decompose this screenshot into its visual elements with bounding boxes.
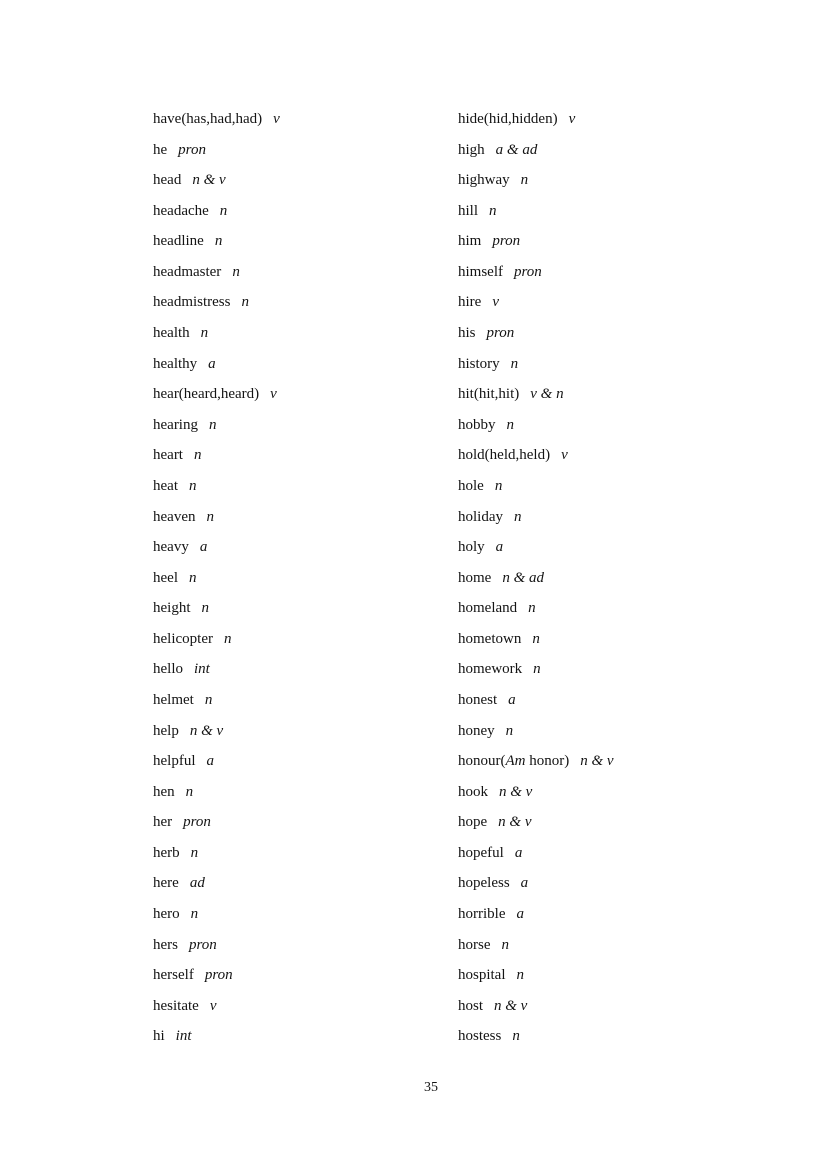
list-item: [458, 1021, 778, 1052]
list-item: [458, 838, 778, 869]
word: heart: [153, 447, 183, 464]
list-item: [153, 226, 453, 257]
word: honest: [458, 691, 498, 708]
part-of-speech: n: [505, 722, 514, 739]
list-item: [153, 654, 453, 685]
part-of-speech: a: [520, 875, 529, 892]
word: hen: [153, 783, 175, 800]
part-of-speech: n: [510, 355, 519, 372]
list-item: [458, 532, 778, 563]
word: hesitate: [153, 997, 199, 1014]
word: hi: [153, 1028, 165, 1045]
part-of-speech: v & n: [530, 386, 564, 403]
part-of-speech: ad: [189, 875, 205, 892]
word: holy: [458, 539, 485, 556]
part-of-speech: pron: [514, 263, 542, 280]
part-of-speech: n: [206, 508, 214, 525]
part-of-speech: n & v: [192, 172, 226, 189]
list-item: [153, 287, 453, 318]
part-of-speech: int: [194, 661, 210, 678]
word: hero: [153, 906, 180, 923]
part-of-speech: n: [188, 569, 197, 586]
part-of-speech: a: [206, 753, 214, 770]
word: high: [458, 141, 485, 158]
word: heavy: [153, 539, 189, 556]
part-of-speech: v: [273, 111, 280, 127]
part-of-speech: n: [193, 447, 202, 464]
word: him: [458, 233, 482, 250]
part-of-speech: a: [199, 539, 208, 556]
word: hit(hit,hit): [458, 386, 520, 403]
vocab-column-left: [153, 104, 453, 1052]
list-item: [153, 1021, 453, 1052]
list-item: [153, 135, 453, 166]
word: history: [458, 355, 500, 372]
part-of-speech: pron: [183, 814, 211, 831]
list-item: [458, 593, 778, 624]
word: heaven: [153, 508, 196, 525]
word: holiday: [458, 508, 503, 525]
list-item: [458, 930, 778, 961]
part-of-speech: n: [528, 600, 536, 617]
part-of-speech: n: [188, 477, 197, 494]
part-of-speech: n & v: [494, 997, 528, 1014]
list-item: [458, 991, 778, 1022]
list-item: [153, 807, 453, 838]
part-of-speech: n: [214, 233, 223, 250]
part-of-speech: n: [190, 844, 199, 861]
word: head: [153, 172, 182, 189]
part-of-speech: a & ad: [495, 141, 538, 158]
part-of-speech: n: [494, 477, 503, 494]
word: heel: [153, 569, 178, 586]
word: headache: [153, 202, 209, 219]
part-of-speech: n: [533, 661, 541, 678]
part-of-speech: a: [516, 906, 524, 923]
word: helmet: [153, 691, 194, 708]
list-item: [458, 257, 778, 288]
word: honour(: [458, 753, 506, 770]
word: hobby: [458, 416, 496, 433]
list-item: [153, 165, 453, 196]
part-of-speech: n: [501, 936, 509, 953]
part-of-speech: n: [506, 416, 514, 433]
part-of-speech: v: [492, 294, 499, 311]
part-of-speech: pron: [492, 233, 521, 250]
word: hopeless: [458, 875, 510, 892]
word: heat: [153, 477, 178, 494]
part-of-speech: n: [514, 508, 522, 525]
list-item: [153, 502, 453, 533]
part-of-speech: n: [520, 172, 529, 189]
list-item: [458, 226, 778, 257]
list-item: [153, 349, 453, 380]
word: horse: [458, 936, 491, 953]
part-of-speech: n & v: [189, 722, 224, 739]
word: hospital: [458, 967, 506, 984]
part-of-speech: v: [270, 386, 277, 403]
part-of-speech: int: [175, 1028, 192, 1045]
vocab-column-right: [458, 104, 778, 1052]
list-item: [153, 563, 453, 594]
part-of-speech: n: [489, 202, 497, 219]
list-item: [153, 746, 453, 777]
list-item: [458, 287, 778, 318]
word: her: [153, 814, 173, 831]
list-item: [458, 318, 778, 349]
word: height: [153, 600, 191, 617]
word: hometown: [458, 630, 522, 647]
list-item: [458, 563, 778, 594]
part-of-speech: n & ad: [502, 569, 544, 586]
part-of-speech: pron: [486, 325, 515, 342]
word: homework: [458, 661, 523, 678]
list-item: [153, 532, 453, 563]
part-of-speech: n: [185, 783, 194, 800]
word: have(has,had,had): [153, 111, 263, 127]
list-item: [153, 838, 453, 869]
word: helicopter: [153, 630, 213, 647]
part-of-speech: v: [568, 111, 576, 127]
part-of-speech: n: [223, 630, 232, 647]
list-item: [458, 349, 778, 380]
word: herself: [153, 967, 194, 984]
part-of-speech: n: [200, 325, 209, 342]
word: hopeful: [458, 844, 504, 861]
list-item: [458, 104, 778, 135]
word: help: [153, 722, 179, 739]
list-item: [458, 868, 778, 899]
part-of-speech: a: [514, 844, 523, 861]
part-of-speech: n: [190, 906, 199, 923]
list-item: [458, 716, 778, 747]
word: he: [153, 141, 168, 158]
list-item: [458, 746, 778, 777]
word: hide(hid,hidden): [458, 111, 558, 127]
list-item: [153, 930, 453, 961]
part-of-speech: a: [508, 691, 516, 708]
part-of-speech: n: [219, 202, 228, 219]
part-of-speech: pron: [189, 936, 217, 953]
word: herb: [153, 844, 180, 861]
word: host: [458, 997, 484, 1014]
word: helpful: [153, 753, 196, 770]
word: hear(heard,heard): [153, 386, 260, 403]
word: honey: [458, 722, 495, 739]
word: here: [153, 875, 179, 892]
list-item: [153, 624, 453, 655]
part-of-speech: v: [561, 447, 568, 464]
list-item: [153, 104, 453, 135]
part-of-speech: n: [201, 600, 209, 617]
word: hope: [458, 814, 488, 831]
list-item: [458, 899, 778, 930]
part-of-speech: v: [209, 997, 217, 1014]
part-of-speech: n & v: [499, 783, 533, 800]
part-of-speech: n: [232, 263, 240, 280]
word: headmaster: [153, 263, 222, 280]
list-item: [153, 685, 453, 716]
part-of-speech: n: [241, 294, 249, 311]
part-of-speech: n: [532, 630, 540, 647]
list-item: [153, 777, 453, 808]
word: headmistress: [153, 294, 231, 311]
list-item: [458, 624, 778, 655]
list-item: [153, 960, 453, 991]
word: highway: [458, 172, 510, 189]
list-item: [458, 807, 778, 838]
part-of-speech: n & v: [580, 753, 614, 770]
list-item: [458, 654, 778, 685]
word-rest: honor): [525, 753, 570, 770]
list-item: [153, 899, 453, 930]
list-item: [458, 379, 778, 410]
page-number: 35: [424, 1080, 438, 1095]
list-item: [153, 471, 453, 502]
part-of-speech: n: [204, 691, 213, 708]
list-item: [458, 685, 778, 716]
word: hole: [458, 477, 484, 494]
word: hostess: [458, 1028, 502, 1045]
part-of-speech: a: [495, 539, 504, 556]
list-item: [153, 257, 453, 288]
part-of-speech: n: [516, 967, 524, 984]
list-item: [153, 196, 453, 227]
word: his: [458, 325, 476, 342]
word: healthy: [153, 355, 198, 372]
part-of-speech: n: [208, 416, 217, 433]
word-italic-part: Am: [505, 753, 526, 770]
list-item: [153, 440, 453, 471]
list-item: [153, 868, 453, 899]
list-item: [153, 991, 453, 1022]
word: horrible: [458, 906, 506, 923]
list-item: [458, 196, 778, 227]
list-item: [458, 410, 778, 441]
list-item: [153, 318, 453, 349]
word: hire: [458, 294, 482, 311]
word: hers: [153, 936, 178, 953]
list-item: [458, 135, 778, 166]
list-item: [458, 471, 778, 502]
list-item: [153, 716, 453, 747]
list-item: [458, 960, 778, 991]
part-of-speech: pron: [178, 141, 206, 158]
list-item: [458, 440, 778, 471]
list-item: [153, 379, 453, 410]
word: headline: [153, 233, 204, 250]
word: hook: [458, 783, 488, 800]
word: home: [458, 569, 492, 586]
word: hold(held,held): [458, 447, 551, 464]
list-item: [458, 165, 778, 196]
list-item: [153, 593, 453, 624]
list-item: [458, 777, 778, 808]
word: health: [153, 325, 190, 342]
list-item: [458, 502, 778, 533]
word: hello: [153, 661, 183, 678]
word: homeland: [458, 600, 518, 617]
part-of-speech: n: [512, 1028, 520, 1045]
part-of-speech: pron: [204, 967, 233, 984]
word: hearing: [153, 416, 198, 433]
part-of-speech: n & v: [498, 814, 532, 831]
word: hill: [458, 202, 479, 219]
word: himself: [458, 263, 503, 280]
part-of-speech: a: [208, 355, 216, 372]
list-item: [153, 410, 453, 441]
